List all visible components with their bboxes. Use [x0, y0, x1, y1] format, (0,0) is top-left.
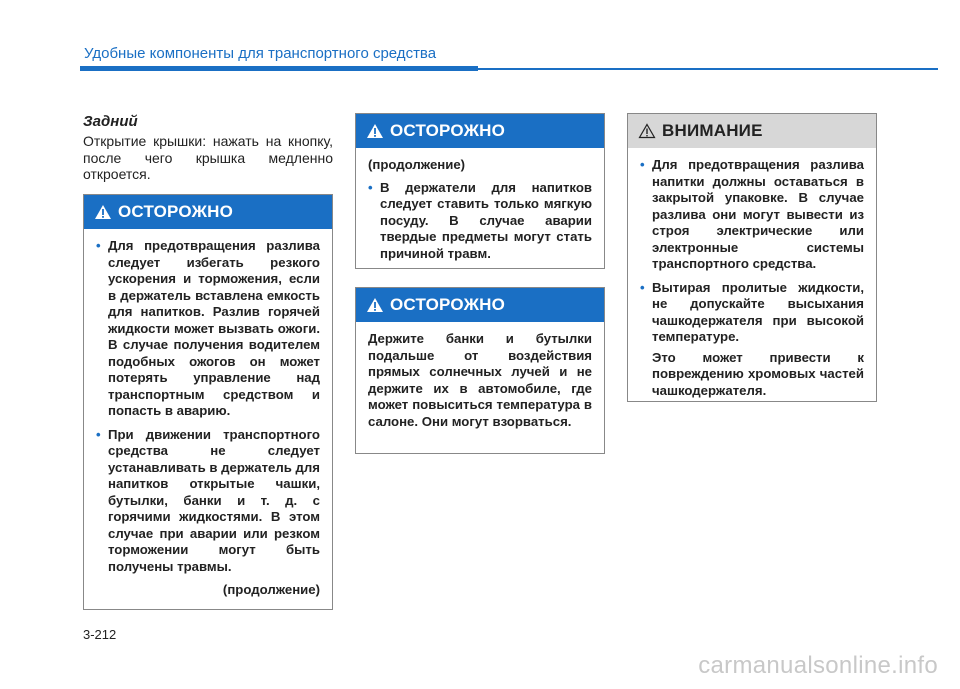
caution-note: Это может привести к повреждению хромовых частей чашкодержателя.: [652, 349, 864, 398]
bullet: •: [640, 157, 645, 172]
watermark: carmanualsonline.info: [698, 652, 938, 679]
warning-box-1-label: ОСТОРОЖНО: [118, 202, 234, 221]
warning-box-3-text: Держите банки и бутылки подальше от воздействия прямых солнечных лучей и не держите их в автомобиле, где может повыситься температура в салоне. Они могут взорваться.: [368, 331, 592, 429]
warning-box-1-body: [84, 229, 332, 607]
caution-box-body: [628, 148, 876, 407]
list-item-text: При движении транспортного средства не следует устанавливать в держатель для напитков открытые чашки, бутылки, банки и т. д. с горячими жидкостями. В этом случае при аварии или резком торможении могут быть получены травмы.: [108, 426, 320, 574]
caution-box-header: [628, 114, 876, 148]
page-number: 3-212: [83, 627, 117, 642]
header-rule-thick: [80, 66, 478, 71]
bullet: •: [96, 238, 101, 253]
list-item: [640, 157, 864, 273]
caution-triangle-icon: [638, 123, 656, 139]
section-intro: Открытие крышки: нажать на кнопку, после чего крышка медленно откроется.: [83, 133, 333, 182]
warning-box-1-header: [84, 195, 332, 229]
list-item-text: Для предотвращения разлива напитки должны оставаться в закрытой упаковке. В случае разлива они могут вывести из строя электрические или электронные системы транспортного средства.: [652, 157, 864, 271]
warning-box-3-header: [356, 288, 604, 322]
continued-note: (продолжение): [222, 582, 320, 597]
warning-box-2-label: ОСТОРОЖНО: [390, 121, 506, 140]
header-title: Удобные компоненты для транспортного средства: [84, 45, 437, 62]
list-item-text: В держатели для напитков следует ставить только мягкую посуду. В случае аварии твердые предметы могут стать причиной травм.: [380, 179, 592, 261]
list-item-text: Для предотвращения разлива следует избегать резкого ускорения и торможения, если в держатель вставлена емкость для напитков. Разлив горячей жидкости может вызвать ожоги. В случае получения водителем подобных ожогов он может потерять управление над транспортным средством и попасть в аварию.: [108, 238, 320, 418]
warning-box-3-label: ОСТОРОЖНО: [390, 295, 506, 314]
section-heading: Задний: [83, 113, 138, 130]
bullet: •: [96, 426, 101, 442]
continued-note: (продолжение): [368, 157, 466, 172]
warning-triangle-icon: [366, 297, 384, 313]
warning-box-3-body: [356, 322, 604, 438]
caution-box: [627, 113, 877, 402]
list-item: [368, 180, 592, 263]
list-item: [96, 238, 320, 420]
list-item-text: Вытирая пролитые жидкости, не допускайте высыхания чашкодержателя при высокой температуре.: [652, 279, 864, 344]
warning-box-2: [355, 113, 605, 269]
list-item: [96, 427, 320, 576]
warning-box-2-body: [356, 148, 604, 277]
warning-box-2-header: [356, 114, 604, 148]
bullet: •: [640, 279, 645, 295]
warning-box-1: [83, 194, 333, 610]
caution-box-label: ВНИМАНИЕ: [662, 121, 763, 140]
warning-triangle-icon: [366, 123, 384, 139]
header-rule-thin: [478, 68, 938, 70]
warning-triangle-icon: [94, 204, 112, 220]
list-item: [640, 280, 864, 346]
bullet: •: [368, 179, 373, 195]
warning-box-3: [355, 287, 605, 454]
